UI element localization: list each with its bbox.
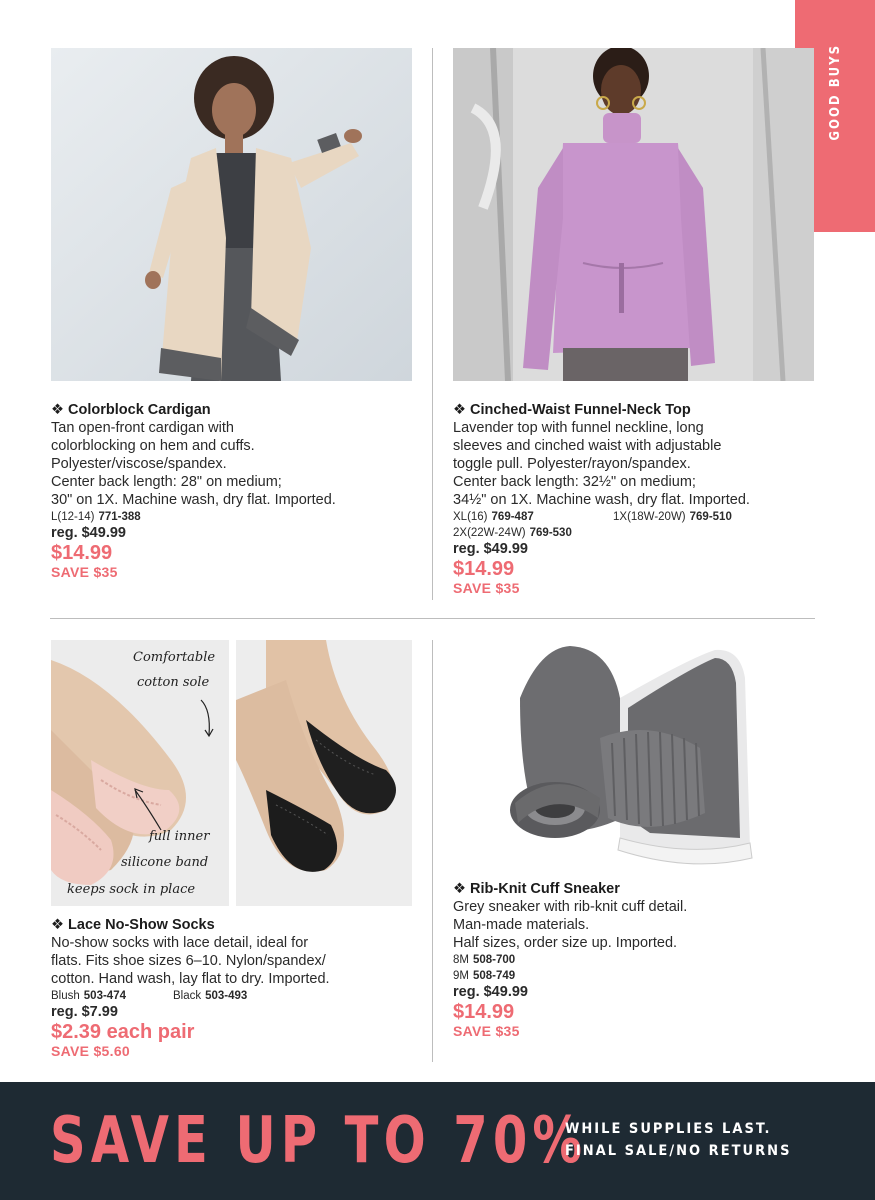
sale-price: $2.39 each pair [51,1021,195,1043]
sku-row: Blush 503-474 Black 503-493 [51,990,248,1002]
regular-price: reg. $49.99 [453,984,528,1000]
cardigan-photo [51,48,412,381]
product-lace-no-show-socks [51,916,431,1059]
annotation-sole-2: cotton sole [137,675,210,690]
product-rib-knit-cuff-sneaker [453,880,798,1039]
savings-label: SAVE $35 [453,580,520,596]
black-socks-photo [236,640,412,906]
annotation-band-2: silicone band [121,855,209,870]
product-description: Lavender top with funnel neckline, long sleeves and cinched waist with adjustable toggle pull. Polyester/rayon/spandex. Center back length: 32½" on medium; 34½" on 1X. Machine wash, dry flat. Imported. [453,420,750,508]
sale-terms: WHILE SUPPLIES LAST. FINAL SALE/NO RETURNS [565,1121,792,1159]
savings-label: SAVE $5.60 [51,1043,131,1059]
sku-row: XL(16) 769-487 1X(18W-20W) 769-510 [453,511,732,523]
tab-label: GOOD BUYS [827,44,843,141]
product-title: ❖ Rib-Knit Cuff Sneaker [453,881,620,897]
sale-price: $14.99 [453,1001,515,1023]
sale-banner [0,1082,875,1200]
sku-row: 2X(22W-24W) 769-530 [453,527,572,539]
savings-label: SAVE $35 [453,1023,520,1039]
annotation-band-3: keeps sock in place [67,882,196,897]
vertical-divider-bottom [432,640,433,1062]
sale-price: $14.99 [51,542,113,564]
product-description: Grey sneaker with rib-knit cuff detail. Man-made materials. Half sizes, order size up. Imported. [453,899,688,951]
product-description: No-show socks with lace detail, ideal for flats. Fits shoe sizes 6–10. Nylon/spandex/ cotton. Hand wash, lay flat to dry. Imported. [51,935,330,987]
annotation-sole-1: Comfortable [133,650,216,665]
sku-row: 9M 508-749 [453,970,516,982]
product-title: ❖ Lace No-Show Socks [51,917,215,933]
sku-row: 8M 508-700 [453,954,516,966]
product-title: ❖ Cinched-Waist Funnel-Neck Top [453,402,691,418]
vertical-divider-top [432,48,433,600]
regular-price: reg. $7.99 [51,1004,118,1020]
product-title: ❖ Colorblock Cardigan [51,402,211,418]
savings-label: SAVE $35 [51,564,118,580]
horizontal-divider [50,618,815,619]
product-colorblock-cardigan [51,401,431,580]
product-funnel-neck-top [453,401,798,596]
product-description: Tan open-front cardigan with colorblocking on hem and cuffs. Polyester/viscose/spandex. Center back length: 28" on medium; 30" on 1X. Machine wash, dry flat. Imported. [51,420,336,508]
annotation-band-1: full inner [149,829,210,844]
sku-row: L(12-14) 771-388 [51,511,141,523]
sale-price: $14.99 [453,558,515,580]
sale-headline: SAVE UP TO 70% [50,1104,588,1178]
funnel-neck-top-photo [453,48,814,381]
regular-price: reg. $49.99 [453,541,528,557]
regular-price: reg. $49.99 [51,525,126,541]
blush-socks-photo [51,640,229,906]
rib-knit-sneaker-photo [500,638,762,876]
